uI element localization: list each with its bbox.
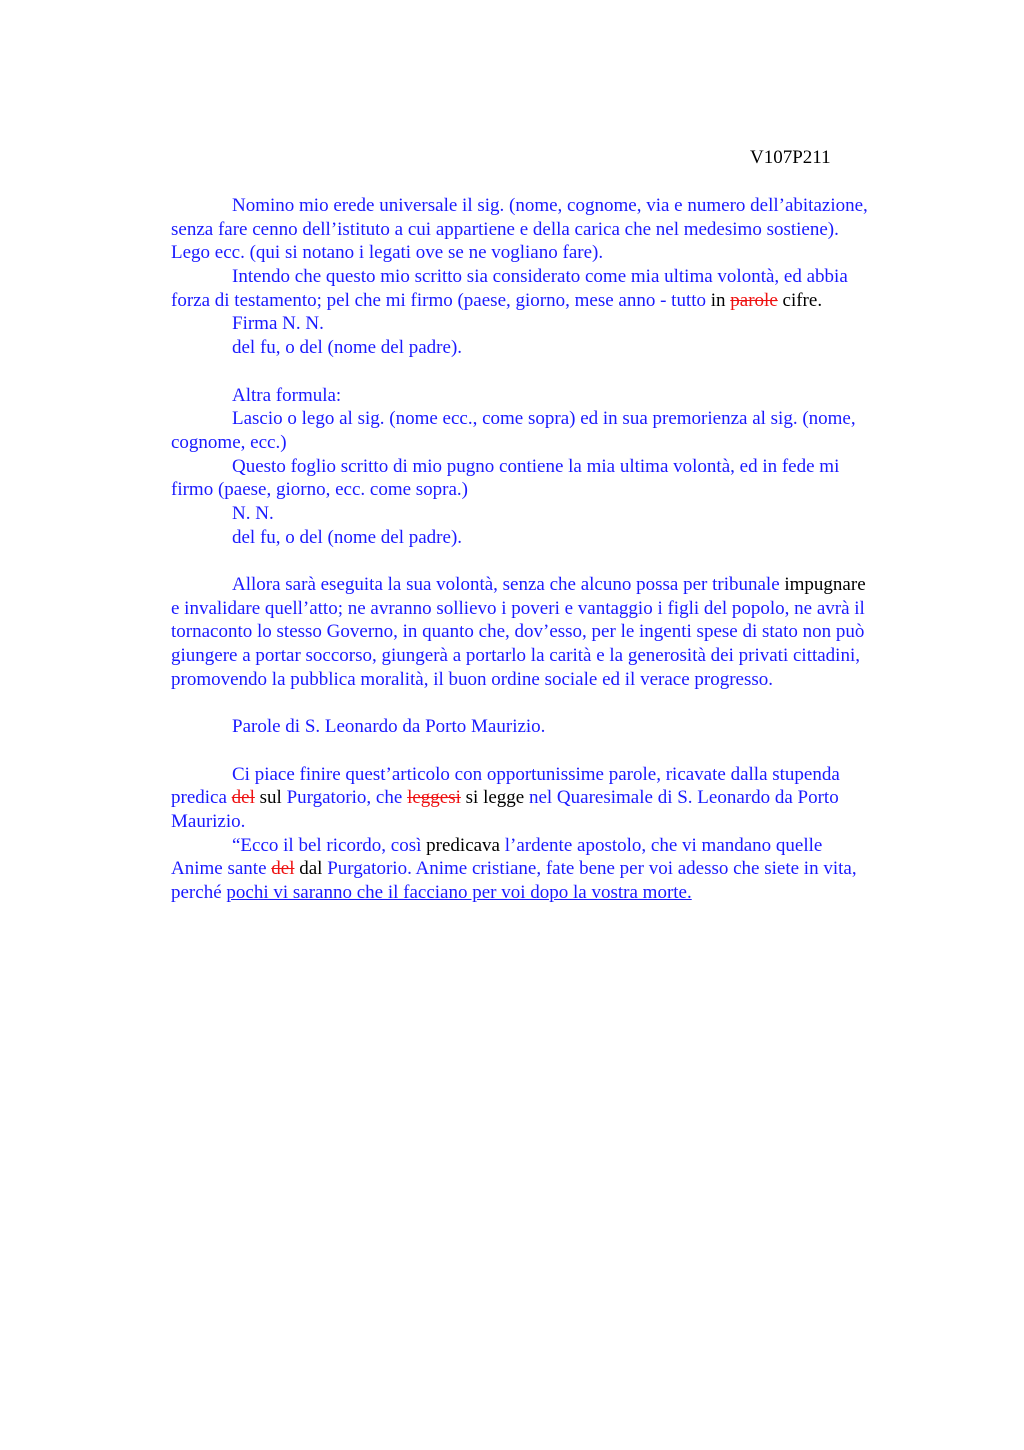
text-segment: Purgatorio, che [286,787,408,809]
text-line [171,431,931,455]
text-line [171,834,931,858]
document-body [171,194,931,905]
text-line [171,644,931,668]
text-line [171,763,931,787]
text-segment: Altra formula: [232,384,342,406]
text-segment: Allora sarà eseguita la sua volontà, senza che alcuno possa per tribunale [232,574,785,595]
text-segment: Nomino mio erede universale il sig. (nome, cognome, via e numero dell’abitazione, [232,195,868,216]
text-segment: N. N. [232,502,274,524]
text-segment: cifre. [777,289,823,311]
deleted-text: leggesi [407,787,461,809]
text-line [171,810,931,834]
text-line [171,597,931,621]
text-segment: del fu, o del (nome del padre). [232,337,463,359]
text-segment: in [710,289,726,311]
text-segment: del fu, o del (nome del padre). [232,526,463,548]
text-line [171,289,931,313]
text-segment: dal [294,858,323,880]
text-segment: promovendo la pubblica moralità, il buon ordine sociale ed il verace progresso. [171,668,774,690]
text-segment: Maurizio. [171,810,246,832]
text-line [171,857,931,881]
text-line [171,455,931,479]
text-segment: predicava [426,834,500,856]
text-line [171,502,931,526]
text-line [171,526,931,550]
paragraph-gap [171,739,931,763]
paragraph-gap [171,691,931,715]
page-id-label: V107P211 [750,147,831,168]
text-line [171,668,931,692]
text-line [171,620,931,644]
text-line [171,715,931,739]
deleted-text: parole [730,289,778,311]
text-line [171,881,931,905]
text-segment: perché [171,881,227,903]
text-line [171,241,931,265]
text-segment: forza di testamento; pel che mi firmo (paese, giorno, mese anno - tutto [171,289,711,311]
text-line [171,573,931,597]
text-segment: l’ardente apostolo, che vi mandano quelle [500,834,823,856]
text-line [171,384,931,408]
text-segment: Lego ecc. (qui si notano i legati ove se ne vogliano fare). [171,242,604,264]
text-segment: firmo (paese, giorno, ecc. come sopra.) [171,479,469,501]
text-segment: nel Quaresimale di S. Leonardo da Porto [524,787,839,809]
text-segment: Parole di S. Leonardo da Porto Maurizio. [232,716,546,738]
deleted-text: del [271,858,295,880]
text-segment: Ci piace finire quest’articolo con opportunissime parole, ricavate dalla stupenda [232,763,840,785]
text-segment: sul [254,787,287,809]
text-segment: Lascio o lego al sig. (nome ecc., come sopra) ed in sua premorienza al sig. (nome, [232,408,856,430]
text-line [171,407,931,431]
text-segment: Purgatorio. Anime cristiane, fate bene per voi adesso che siete in vita, [322,858,857,880]
text-segment: predica [171,787,232,809]
deleted-text: del [231,787,255,809]
text-segment: si legge [460,787,525,809]
text-line [171,478,931,502]
text-segment: impugnare [784,574,866,595]
paragraph-gap [171,360,931,384]
text-segment: giungere a portar soccorso, giungerà a portarlo la carità e la generosità dei privati cittadini, [171,645,860,667]
text-line [171,336,931,360]
text-segment: e invalidare quell’atto; ne avranno sollievo i poveri e vantaggio i figli del popolo, ne avrà il [171,597,865,619]
text-line [171,194,931,218]
paragraph-gap [171,549,931,573]
text-line [171,312,931,336]
text-segment: Intendo che questo mio scritto sia considerato come mia ultima volontà, ed abbia [232,266,848,288]
text-line [171,218,931,242]
text-line [171,265,931,289]
text-segment: Questo foglio scritto di mio pugno contiene la mia ultima volontà, ed in fede mi [232,455,840,477]
text-segment: “Ecco il bel ricordo, così [232,834,427,856]
text-segment: senza fare cenno dell’istituto a cui appartiene e della carica che nel medesimo sostiene). [171,218,839,240]
text-segment: Firma N. N. [232,313,324,335]
text-segment: cognome, ecc.) [171,431,287,453]
text-segment: Anime sante [171,858,272,880]
underlined-text: pochi vi saranno che il facciano per voi dopo la vostra morte. [226,881,692,903]
text-line [171,786,931,810]
text-segment: tornaconto lo stesso Governo, in quanto che, dov’esso, per le ingenti spese di stato non può [171,621,865,643]
